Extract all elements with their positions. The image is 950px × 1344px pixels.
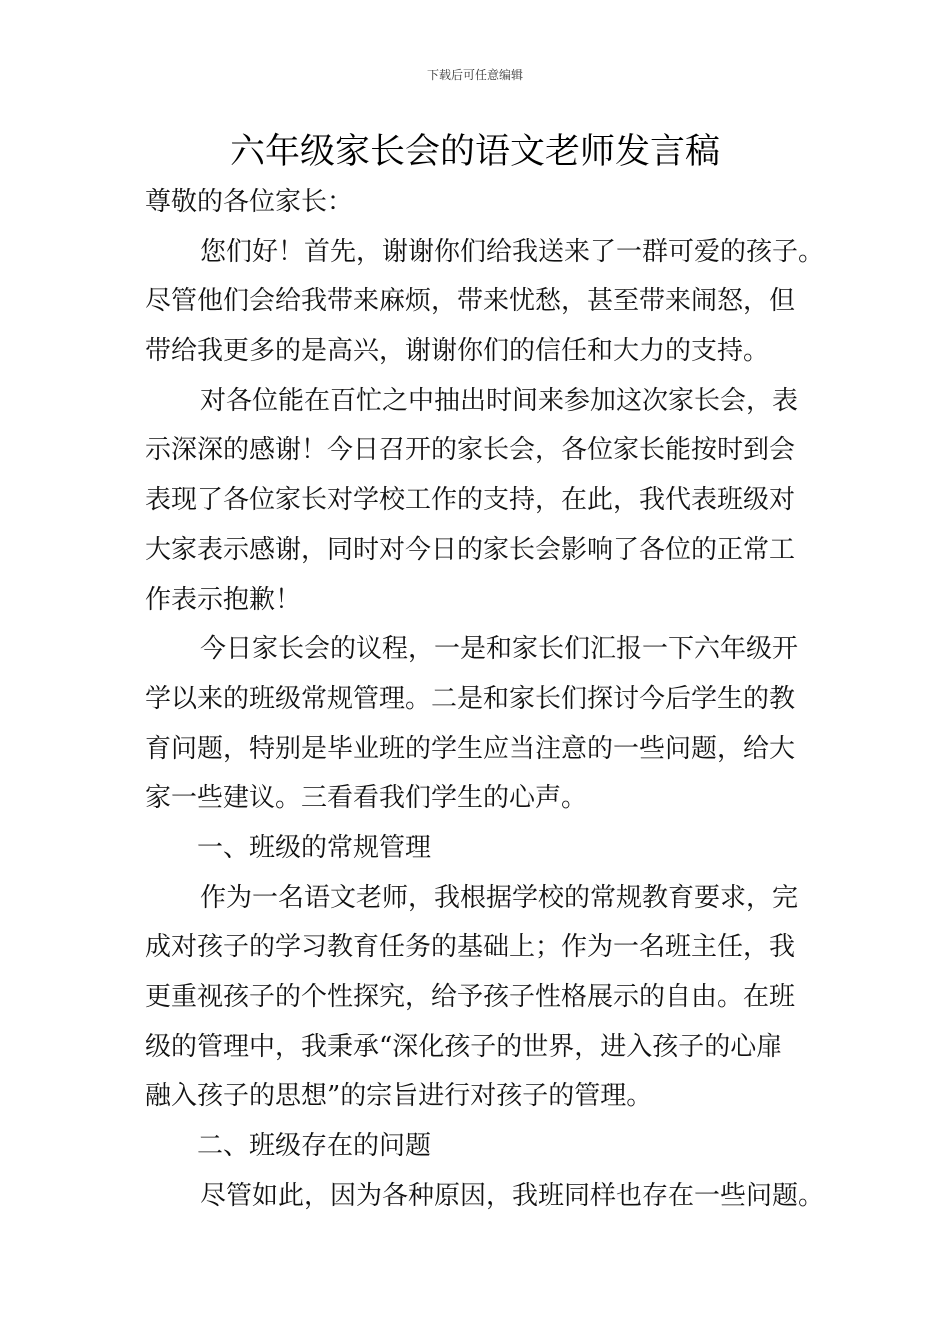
paragraph-line: 级的管理中，我秉承“深化孩子的世界，进入孩子的心扉 — [145, 1031, 783, 1062]
paragraph-line: 融入孩子的思想”的宗旨进行对孩子的管理。 — [145, 1081, 653, 1112]
paragraph-line: 对各位能在百忙之中抽出时间来参加这次家长会，表 — [200, 385, 799, 416]
paragraph-line: 成对孩子的学习教育任务的基础上；作为一名班主任，我 — [145, 932, 796, 963]
document-body — [145, 178, 835, 1221]
paragraph-line: 尽管他们会给我带来麻烦，带来忧愁，甚至带来闹怒，但 — [145, 286, 796, 317]
header-note: 下载后可任意编辑 — [426, 68, 523, 82]
paragraph-line: 今日家长会的议程，一是和家长们汇报一下六年级开 — [200, 634, 799, 665]
paragraph-line: 带给我更多的是高兴，谢谢你们的信任和大力的支持。 — [145, 336, 770, 367]
paragraph-line: 学以来的班级常规管理。二是和家长们探讨今后学生的教 — [145, 683, 796, 714]
section-heading: 一、班级的常规管理 — [197, 832, 432, 863]
paragraph-line: 表现了各位家长对学校工作的支持，在此，我代表班级对 — [145, 485, 796, 516]
paragraph-line: 更重视孩子的个性探究，给予孩子性格展示的自由。在班 — [145, 982, 796, 1012]
paragraph-line: 大家表示感谢，同时对今日的家长会影响了各位的正常工 — [145, 534, 796, 565]
paragraph-line: 育问题，特别是毕业班的学生应当注意的一些问题，给大 — [145, 733, 796, 764]
document-title: 六年级家长会的语文老师发言稿 — [229, 132, 720, 172]
paragraph-line: 示深深的感谢！今日召开的家长会，各位家长能按时到会 — [145, 435, 796, 466]
salutation-line: 尊敬的各位家长： — [145, 187, 354, 217]
paragraph-line: 尽管如此，因为各种原因，我班同样也存在一些问题。 — [200, 1180, 825, 1211]
paragraph-line: 作为一名语文老师，我根据学校的常规教育要求，完 — [200, 882, 799, 913]
paragraph-line: 您们好！首先，谢谢你们给我送来了一群可爱的孩子。 — [200, 236, 825, 267]
paragraph-line: 家一些建议。三看看我们学生的心声。 — [145, 783, 588, 814]
section-heading: 二、班级存在的问题 — [197, 1131, 432, 1162]
paragraph-line: 作表示抱歉！ — [145, 584, 302, 615]
